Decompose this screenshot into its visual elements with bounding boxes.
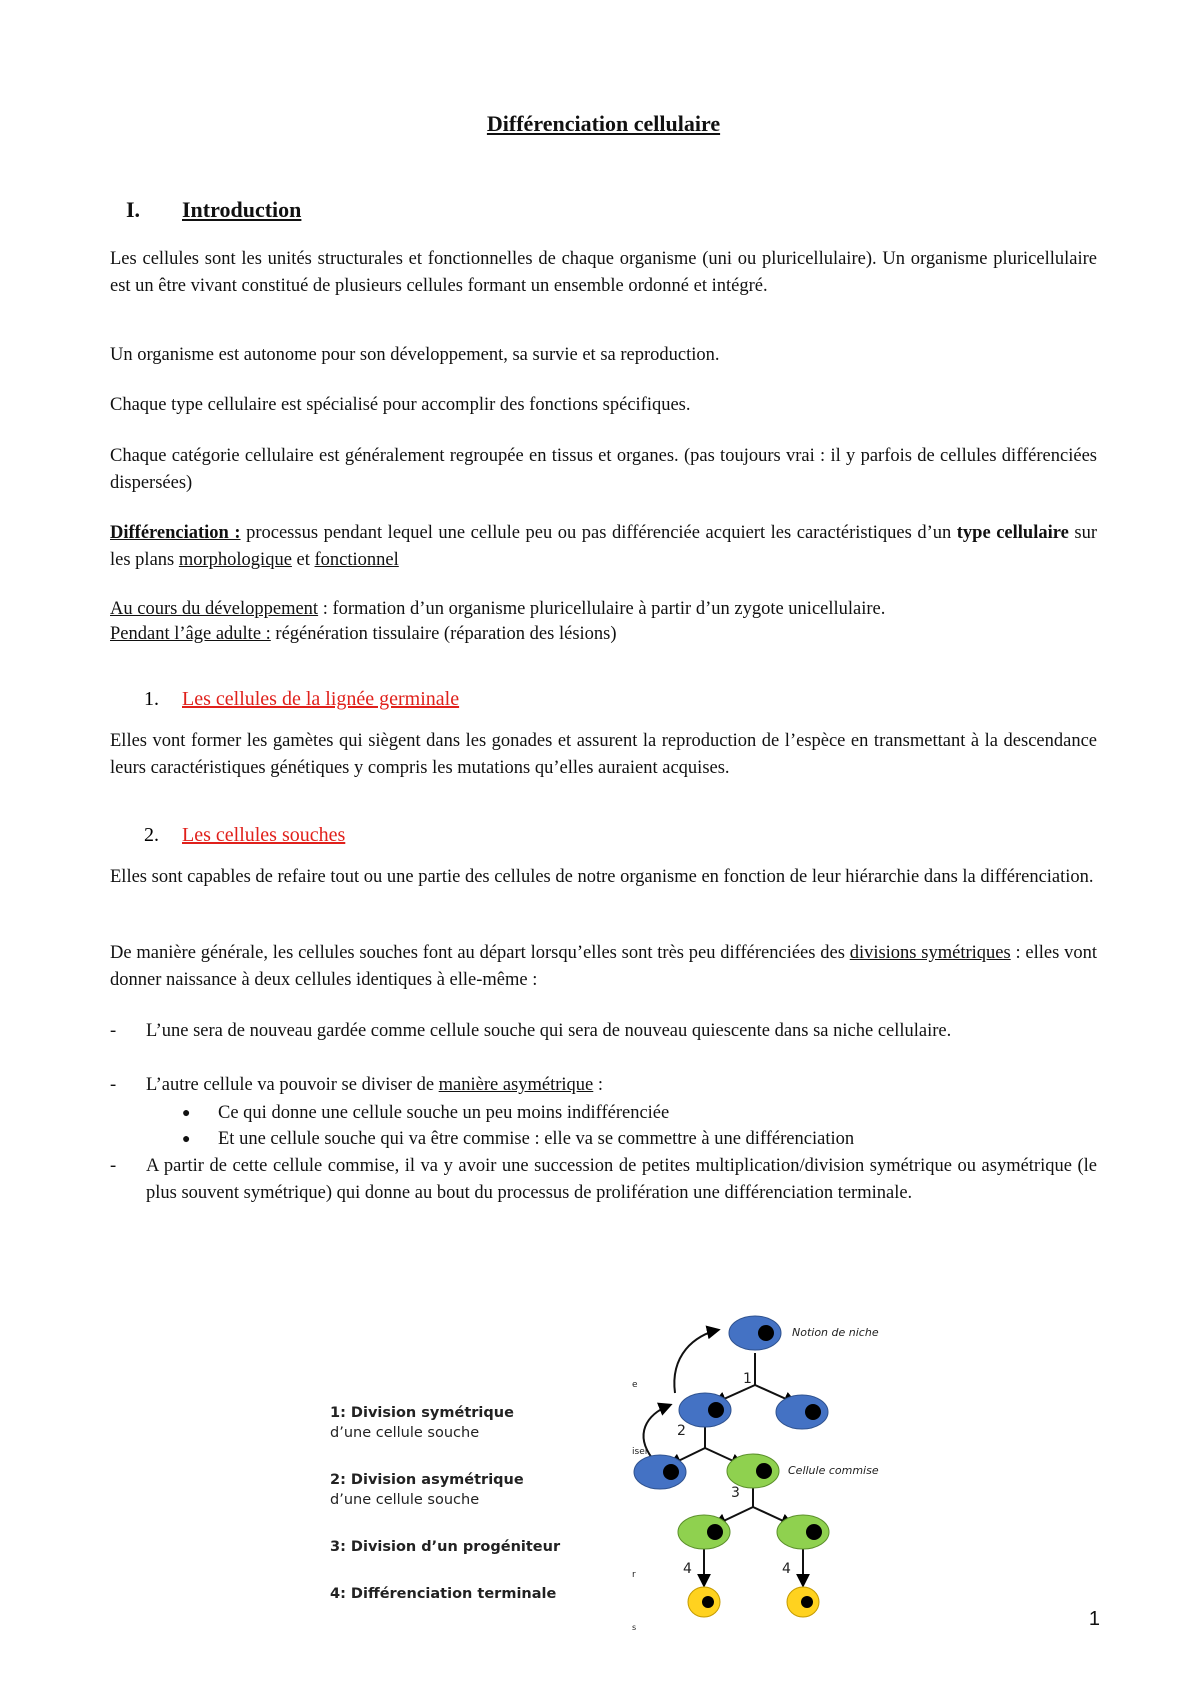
definition-and: et: [291, 550, 315, 570]
self-renew-arrow-2: [644, 1405, 670, 1458]
adult-line: [110, 621, 1097, 648]
definition-text-2: sur les plans: [110, 523, 1097, 570]
section-number: I.: [126, 197, 141, 222]
paragraph-2-text-end: : elles vont donner naissance à deux cellules identiques à elle-même :: [110, 943, 1097, 990]
bullet-dot: ●: [182, 1132, 191, 1147]
step-number-3: 3: [731, 1485, 740, 1501]
self-renew-arrow-1: [674, 1330, 718, 1393]
dash-marker: -: [110, 1156, 117, 1176]
subsection-2-paragraph-1: Elles sont capables de refaire tout ou une partie des cellules de notre organisme en fonction de leur hiérarchie dans la différenciation.: [110, 867, 1094, 887]
subsection-1-heading: [144, 686, 459, 713]
intro-paragraph-2: Un organisme est autonome pour son développement, sa survie et sa reproduction.: [110, 345, 720, 365]
definition-fonctionnel: fonctionnel: [314, 550, 399, 570]
bullet-item-1: [182, 1100, 669, 1127]
subsection-1-title: Les cellules de la lignée germinale: [182, 688, 460, 710]
definition-text: processus pendant lequel une cellule peu ou pas différenciée acquiert les caractéristiques d’un: [240, 523, 957, 543]
development-line: [110, 596, 1097, 623]
dash-marker: -: [110, 1021, 117, 1041]
edge-fragment-3: r: [632, 1570, 636, 1580]
subsection-2-heading: [144, 822, 345, 849]
dash-item-2-lead: L’autre cellule va pouvoir se diviser de: [146, 1075, 439, 1095]
subsection-1-number: 1.: [144, 688, 159, 710]
step-number-4-right: 4: [782, 1561, 791, 1577]
nucleus: [708, 1402, 724, 1418]
subsection-2-title: Les cellules souches: [182, 824, 346, 846]
dash-item-3-text: A partir de cette cellule commise, il va y avoir une succession de petites multiplication/division symétrique ou asymétrique (le plus souvent symétrique) qui donne au bout du processus de prolifération une différenciation terminale.: [146, 1156, 1097, 1203]
intro-paragraph-1: Les cellules sont les unités structurales et fonctionnelles de chaque organisme (uni ou pluricellulaire). Un organisme pluricellulaire est un être vivant constitué de plusieurs cellules formant un ensemble ordonné et intégré.: [110, 249, 1097, 296]
legend-item-2-rest: d’une cellule souche: [330, 1492, 480, 1508]
dash-item-3: [110, 1153, 1097, 1207]
definition-paragraph: [110, 520, 1097, 574]
divisions-symetriques: divisions symétriques: [849, 943, 1011, 963]
edge-fragment-1: e: [632, 1380, 638, 1390]
nucleus: [801, 1596, 813, 1608]
label-committed: Cellule commise: [788, 1464, 879, 1477]
definition-term: Différenciation :: [110, 523, 241, 543]
bullet-item-1-text: Ce qui donne une cellule souche un peu moins indifférenciée: [218, 1103, 670, 1123]
legend-item-3-key: 3: Division d’un progéniteur: [330, 1539, 561, 1555]
legend-item-4-key: 4: Différenciation terminale: [330, 1586, 557, 1602]
legend-item-2-key: 2: Division asymétrique: [330, 1472, 524, 1488]
document-title: Différenciation cellulaire: [486, 111, 721, 136]
label-niche: Notion de niche: [792, 1326, 879, 1339]
dash-marker: -: [110, 1075, 117, 1095]
intro-paragraph-4: Chaque catégorie cellulaire est généralement regroupée en tissus et organes. (pas toujours vrai : il y parfois de cellules différenciées dispersées): [110, 446, 1097, 493]
adult-label: Pendant l’âge adulte :: [110, 624, 271, 644]
bullet-dot: ●: [182, 1106, 191, 1121]
step-number-2: 2: [677, 1423, 686, 1439]
nucleus: [756, 1463, 772, 1479]
dash-item-1: [110, 1018, 1097, 1045]
cell-lineage-tree: [330, 1315, 900, 1635]
development-label: Au cours du développement: [110, 599, 319, 619]
legend-item-1-key: 1: Division symétrique: [330, 1405, 514, 1421]
nucleus: [805, 1404, 821, 1420]
section-heading: [126, 196, 301, 223]
dash-item-2-text: [146, 1072, 1097, 1099]
nucleus: [702, 1596, 714, 1608]
paragraph-2-text: De manière générale, les cellules souches font au départ lorsqu’elles sont très peu différenciées des: [110, 943, 850, 963]
adult-text: régénération tissulaire (réparation des lésions): [270, 624, 617, 644]
dash-item-2: [110, 1072, 1097, 1099]
definition-morphologique: morphologique: [178, 550, 292, 570]
dash-item-1-text: L’une sera de nouveau gardée comme cellule souche qui sera de nouveau quiescente dans sa niche cellulaire.: [146, 1021, 952, 1041]
nucleus: [663, 1464, 679, 1480]
intro-paragraph-3: Chaque type cellulaire est spécialisé pour accomplir des fonctions spécifiques.: [110, 395, 691, 415]
edge-fragment-2: isel: [632, 1447, 648, 1457]
bullet-item-2-text: Et une cellule souche qui va être commise : elle va se commettre à une différenciation: [218, 1129, 855, 1149]
page-number: 1: [1088, 1608, 1100, 1630]
nucleus: [806, 1524, 822, 1540]
section-title: Introduction: [182, 197, 302, 222]
definition-bold: type cellulaire: [956, 523, 1069, 543]
subsection-2-paragraph-2: [110, 940, 1097, 994]
subsection-2-number: 2.: [144, 824, 159, 846]
legend-item-1-rest: d’une cellule souche: [330, 1425, 480, 1441]
bullet-item-2: [182, 1126, 854, 1153]
step-number-4-left: 4: [683, 1561, 692, 1577]
dash-item-2-end: :: [593, 1075, 604, 1095]
maniere-asymetrique: manière asymétrique: [438, 1075, 594, 1095]
nucleus: [758, 1325, 774, 1341]
subsection-1-text: Elles vont former les gamètes qui siègent dans les gonades et assurent la reproduction de l’espèce en transmettant à la descendance leurs caractéristiques génétiques y compris les mutations qu’elles auraient acquises.: [110, 731, 1097, 778]
stem-cell-division-figure: [330, 1315, 900, 1635]
step-number-1: 1: [743, 1371, 752, 1387]
nucleus: [707, 1524, 723, 1540]
development-text: : formation d’un organisme pluricellulaire à partir d’un zygote unicellulaire.: [318, 599, 886, 619]
edge-fragment-4: s: [632, 1623, 637, 1632]
